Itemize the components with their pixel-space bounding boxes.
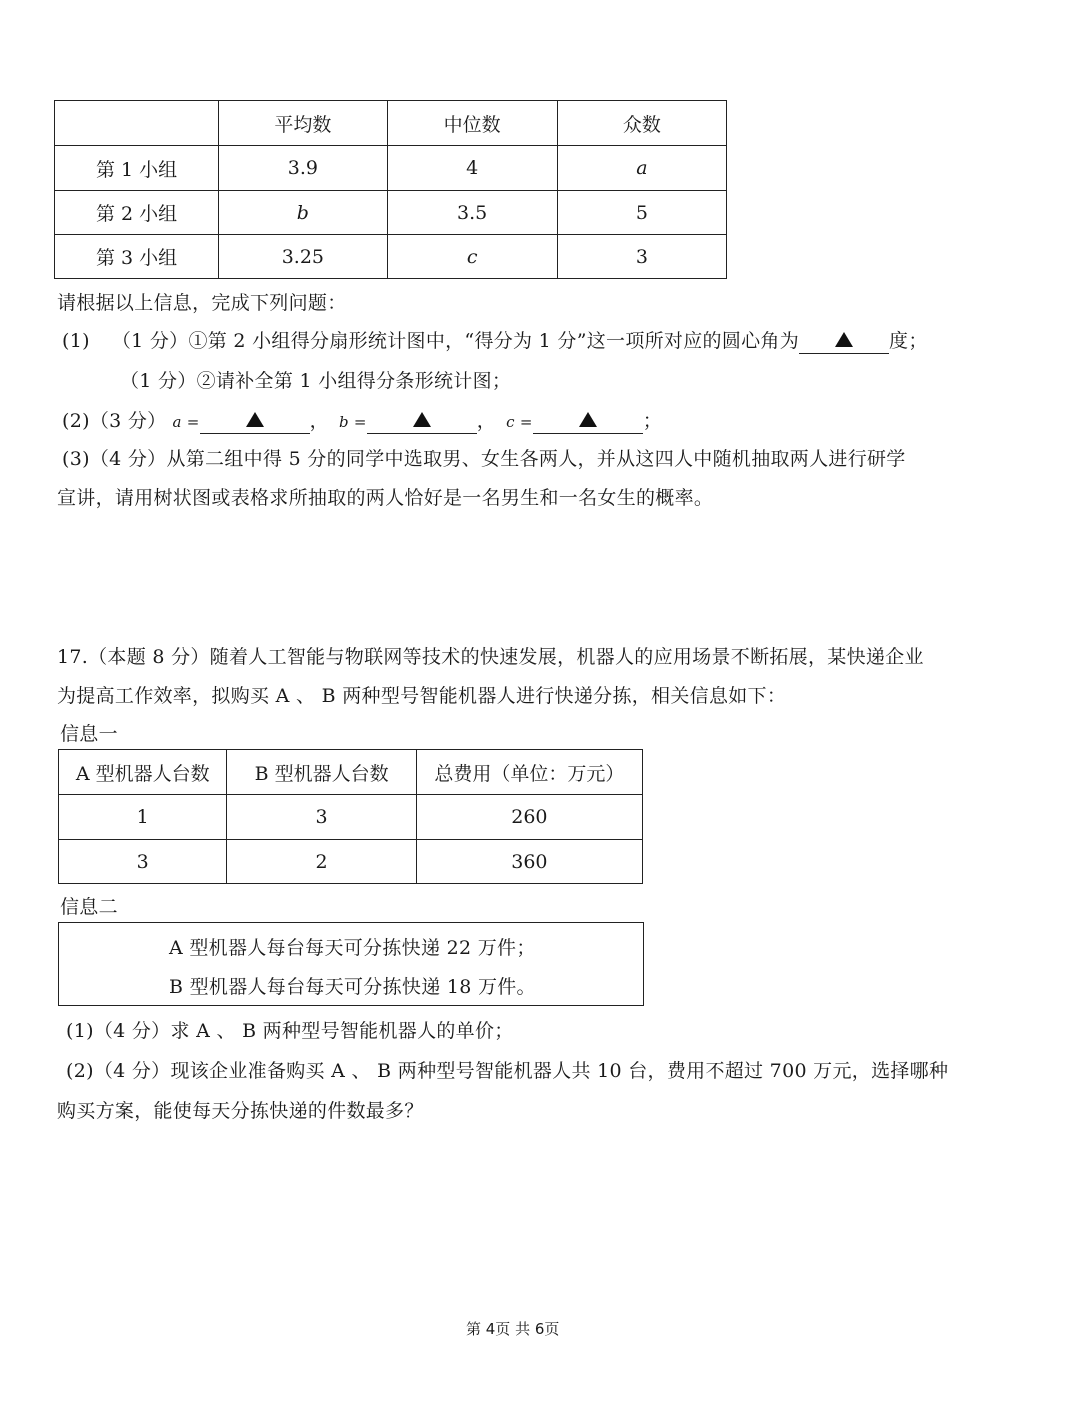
triangle-icon [835, 332, 853, 347]
q16-part1-number: (1) [62, 330, 90, 352]
robot-cost-table [58, 749, 643, 884]
q16-intro: 请根据以上信息，完成下列问题： [57, 292, 347, 314]
table-cell: 第 2 小组 [55, 191, 219, 235]
info1-label: 信息一 [60, 723, 118, 745]
table-header-cell: 平均数 [219, 101, 387, 146]
table-cell: 2 [227, 840, 416, 884]
table-header-cell: 众数 [557, 101, 726, 146]
table-cell: b [219, 191, 387, 235]
q16-part1b: （1 分）②请补全第 1 小组得分条形统计图； [120, 370, 512, 392]
table-cell: 3 [227, 795, 416, 840]
info2-box [58, 922, 644, 1006]
q16-part2-prefix: (2)（3 分） [62, 410, 167, 432]
info2-label: 信息二 [60, 896, 118, 918]
table-cell: 260 [416, 795, 642, 840]
table-cell: 4 [387, 146, 557, 191]
answer-blank-c [533, 411, 643, 434]
separator: ， [476, 410, 497, 432]
q17-line1: 17.（本题 8 分）随着人工智能与物联网等技术的快速发展，机器人的应用场景不断拓展，某快递企业 [57, 646, 924, 668]
table-cell: 3.9 [219, 146, 387, 191]
table-header-row [55, 101, 727, 146]
table-cell: 第 1 小组 [55, 146, 219, 191]
q16-part3-line1: (3)（4 分）从第二组中得 5 分的同学中选取男、女生各两人，并从这四人中随机抽取两人进行研学 [62, 448, 906, 470]
table-row [55, 191, 727, 235]
q16-part1a [62, 326, 928, 354]
q17-sub2-line1: (2)（4 分）现该企业准备购买 A 、 B 两种型号智能机器人共 10 台，费用不超过 700 万元，选择哪种 [66, 1060, 949, 1082]
table-header-cell: A 型机器人台数 [59, 750, 227, 795]
table-cell: 5 [557, 191, 726, 235]
page-number: 第 4页 共 6页 [466, 1320, 560, 1338]
table-cell: 3.25 [219, 235, 387, 279]
var-c-label: c = [506, 413, 533, 431]
table-header-cell: B 型机器人台数 [227, 750, 416, 795]
table-header-cell: 中位数 [387, 101, 557, 146]
table-header-cell [55, 101, 219, 146]
answer-blank-angle [799, 331, 889, 354]
table-header-row [59, 750, 643, 795]
separator: ； [642, 410, 663, 432]
q16-part3-line2: 宣讲，请用树状图或表格求所抽取的两人恰好是一名男生和一名女生的概率。 [57, 487, 714, 509]
info2-line1: A 型机器人每台每天可分拣快递 22 万件； [169, 937, 536, 959]
table-row [55, 146, 727, 191]
table-cell: 1 [59, 795, 227, 840]
q17-sub1: (1)（4 分）求 A 、 B 两种型号智能机器人的单价； [66, 1020, 514, 1042]
q16-part1a-text: （1 分）①第 2 小组得分扇形统计图中，“得分为 1 分”这一项所对应的圆心角为 [111, 330, 800, 352]
q17-line2: 为提高工作效率，拟购买 A 、 B 两种型号智能机器人进行快递分拣，相关信息如下： [57, 685, 787, 707]
answer-blank-b [367, 411, 477, 434]
table-row [55, 235, 727, 279]
table-cell: 360 [416, 840, 642, 884]
q16-part2 [62, 406, 662, 434]
var-a-label: a = [172, 413, 200, 431]
table-row [59, 795, 643, 840]
table-header-cell: 总费用（单位：万元） [416, 750, 642, 795]
triangle-icon [579, 412, 597, 427]
q16-part1a-unit: 度； [889, 330, 928, 352]
var-b-label: b = [338, 413, 367, 431]
group-stats-table [54, 100, 727, 279]
table-cell: 3.5 [387, 191, 557, 235]
triangle-icon [413, 412, 431, 427]
table-cell: a [557, 146, 726, 191]
table-row [59, 840, 643, 884]
info2-line2: B 型机器人每台每天可分拣快递 18 万件。 [169, 976, 536, 998]
table-cell: 3 [59, 840, 227, 884]
triangle-icon [246, 412, 264, 427]
answer-blank-a [200, 411, 310, 434]
q17-sub2-line2: 购买方案，能使每天分拣快递的件数最多？ [57, 1100, 424, 1122]
table-cell: 第 3 小组 [55, 235, 219, 279]
table-cell: c [387, 235, 557, 279]
separator: ， [309, 410, 329, 432]
table-cell: 3 [557, 235, 726, 279]
